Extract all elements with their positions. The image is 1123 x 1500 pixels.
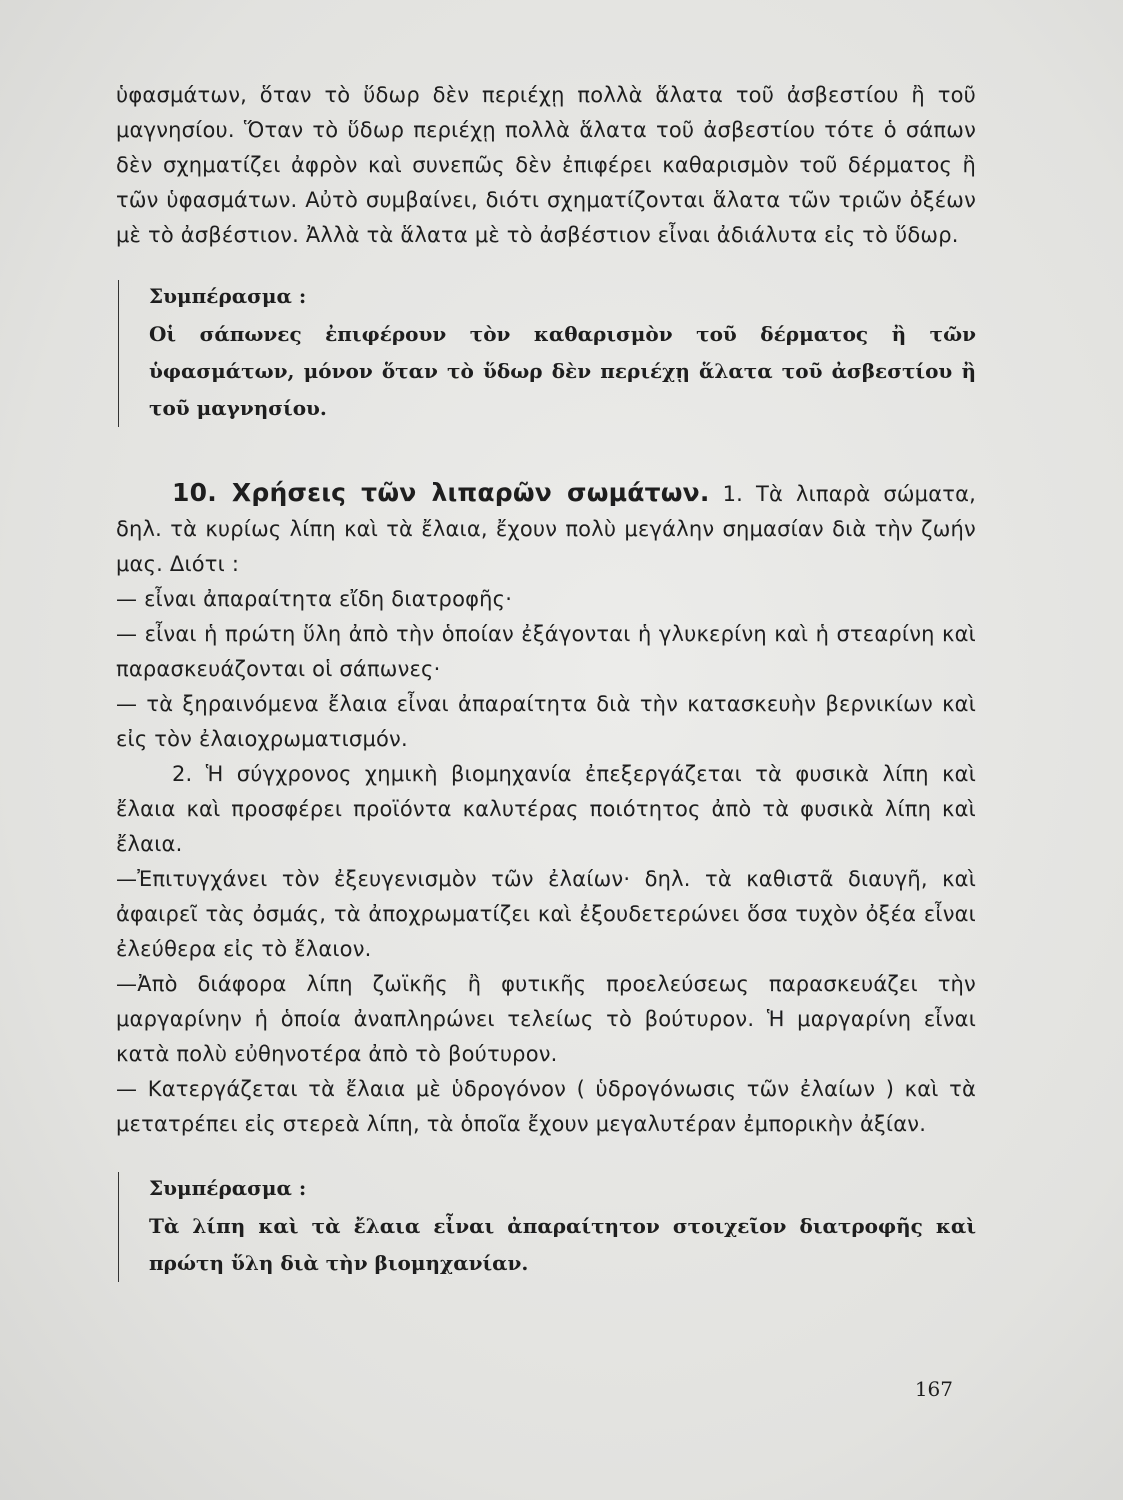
- list-item: — Κατεργάζεται τὰ ἔλαια μὲ ὑδρογόνον ( ὑδρογόνωσις τῶν ἐλαίων ) καὶ τὰ μετατρέπει εἰς στερεὰ λίπη, τὰ ὁποῖα ἔχουν μεγαλυτέραν ἐμπορικὴν ἀξίαν.: [116, 1077, 976, 1136]
- text-block: [116, 78, 976, 1282]
- section-heading: 10. Χρήσεις τῶν λιπαρῶν σωμάτων.: [172, 478, 710, 507]
- conclusion-box-2: [118, 1172, 976, 1282]
- section-intro-text: 1. Τὰ λιπαρὰ σώματα, δηλ. τὰ κυρίως λίπη καὶ τὰ ἔλαια, ἔχουν πολὺ μεγάλην σημασίαν διὰ τὴν ζωήν μας. Διότι :: [116, 482, 976, 576]
- conclusion-box-1: [118, 280, 976, 427]
- conclusion-title-1: Συμπέρασμα :: [149, 284, 307, 308]
- paragraph-2: 2. Ἡ σύγχρονος χημικὴ βιομηχανία ἐπεξεργάζεται τὰ φυσικὰ λίπη καὶ ἔλαια καὶ προσφέρει προϊόντα καλυτέρας ποιότητος ἀπὸ τὰ φυσικὰ λίπη καὶ ἔλαια.: [116, 762, 976, 856]
- conclusion-text-1: Οἱ σάπωνες ἐπιφέρουν τὸν καθαρισμὸν τοῦ δέρματος ἢ τῶν ὑφασμάτων, μόνον ὅταν τὸ ὕδωρ δὲν περιέχῃ ἅλατα τοῦ ἀσβεστίου ἢ τοῦ μαγνησίου.: [149, 322, 976, 420]
- list-item: —Ἀπὸ διάφορα λίπη ζωϊκῆς ἢ φυτικῆς προελεύσεως παρασκευάζει τὴν μαργαρίνην ἡ ὁποία ἀναπληρώνει τελείως τὸ βούτυρον. Ἡ μαργαρίνη εἶναι κατὰ πολὺ εὐθηνοτέρα ἀπὸ τὸ βούτυρον.: [116, 972, 976, 1066]
- conclusion-title-2: Συμπέρασμα :: [149, 1176, 307, 1200]
- list-item: — εἶναι ἀπαραίτητα εἴδη διατροφῆς·: [116, 587, 513, 611]
- list-item: — τὰ ξηραινόμενα ἔλαια εἶναι ἀπαραίτητα διὰ τὴν κατασκευὴν βερνικίων καὶ εἰς τὸν ἐλαιοχρωματισμόν.: [116, 692, 976, 751]
- list-item: — εἶναι ἡ πρώτη ὕλη ἀπὸ τὴν ὁποίαν ἐξάγονται ἡ γλυκερίνη καὶ ἡ στεαρίνη καὶ παρασκευάζονται οἱ σάπωνες·: [116, 622, 976, 681]
- paragraph-top: ὑφασμάτων, ὅταν τὸ ὕδωρ δὲν περιέχῃ πολλὰ ἅλατα τοῦ ἀσβεστίου ἢ τοῦ μαγνησίου. Ὅταν τὸ ὕδωρ περιέχῃ πολλὰ ἅλατα τοῦ ἀσβεστίου τότε ὁ σάπων δὲν σχηματίζει ἀφρὸν καὶ συνεπῶς δὲν ἐπιφέρει καθαρισμὸν τοῦ δέρματος ἢ τῶν ὑφασμάτων. Αὐτὸ συμβαίνει, διότι σχηματίζονται ἅλατα τῶν τριῶν ὀξέων μὲ τὸ ἀσβέστιον. Ἀλλὰ τὰ ἅλατα μὲ τὸ ἀσβέστιον εἶναι ἀδιάλυτα εἰς τὸ ὕδωρ.: [116, 83, 976, 247]
- conclusion-text-2: Τὰ λίπη καὶ τὰ ἔλαια εἶναι ἀπαραίτητον στοιχεῖον διατροφῆς καὶ πρώτη ὕλη διὰ τὴν βιομηχανίαν.: [149, 1214, 976, 1275]
- page-number: 167: [914, 1377, 953, 1401]
- section-intro-paragraph: [116, 475, 976, 582]
- list-item: —Ἐπιτυγχάνει τὸν ἐξευγενισμὸν τῶν ἐλαίων· δηλ. τὰ καθιστᾶ διαυγῆ, καὶ ἀφαιρεῖ τὰς ὀσμάς, τὰ ἀποχρωματίζει καὶ ἐξουδετερώνει ὅσα τυχὸν ὀξέα εἶναι ἐλεύθερα εἰς τὸ ἔλαιον.: [116, 867, 976, 961]
